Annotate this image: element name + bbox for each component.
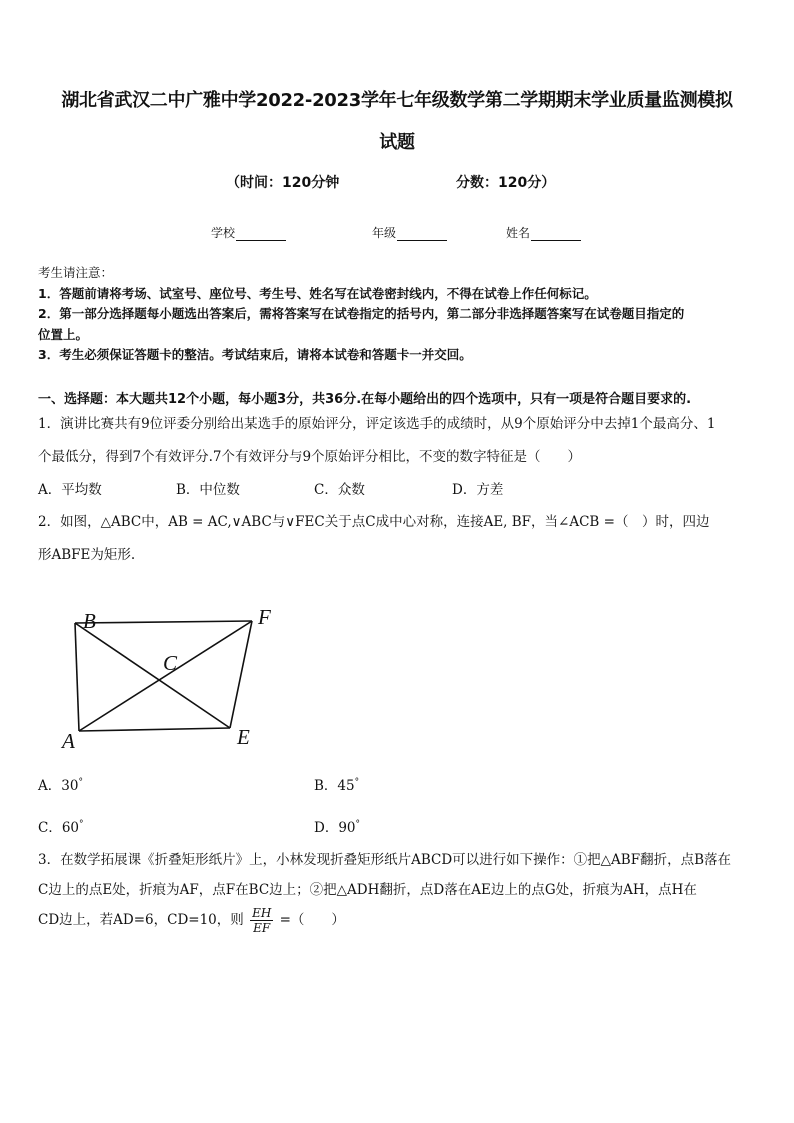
grade-blank[interactable]	[397, 228, 447, 241]
q3-line-1: 3．在数学拓展课《折叠矩形纸片》上，小林发现折叠矩形纸片ABCD可以进行如下操作：①把△ABF翻折，点B落在	[38, 852, 732, 868]
school-label: 学校	[211, 226, 236, 240]
label-f: F	[258, 605, 271, 629]
q1-option-a: A．平均数	[38, 482, 102, 498]
label-e: E	[237, 725, 250, 749]
parallelogram-figure	[55, 598, 285, 758]
label-b: B	[83, 609, 96, 633]
segment-be	[75, 623, 230, 728]
note-item-2: 2．第一部分选择题每小题选出答案后，需将答案写在试卷指定的括号内，第二部分非选择题答案写在试卷题目指定的	[38, 306, 685, 321]
q1-line-1: 1．演讲比赛共有9位评委分别给出某选手的原始评分，评定该选手的成绩时，从9个原始评分中去掉1个最高分、1	[38, 416, 716, 432]
q2-option-d: D．90°	[314, 819, 361, 836]
name-field[interactable]	[506, 224, 581, 241]
label-c: C	[163, 651, 178, 675]
exam-time: （时间：120分钟	[226, 175, 340, 191]
fraction-numerator: EH	[252, 906, 272, 920]
note-item-3: 3．考生必须保证答题卡的整洁。考试结束后，请将本试卷和答题卡一并交回。	[38, 347, 472, 362]
segment-ea	[79, 728, 230, 731]
exam-score: 分数：120分）	[456, 175, 556, 191]
q1-option-d: D．方差	[452, 482, 504, 498]
q2-option-a: A．30°	[38, 777, 83, 794]
note-item-2-cont: 位置上。	[38, 326, 89, 342]
degree-sign: °	[355, 819, 361, 830]
q3-line-2: C边上的点E处，折痕为AF，点F在BC边上；②把△ADH翻折，点D落在AE边上的点G处，折痕为AH，点H在	[38, 882, 697, 898]
degree-sign: °	[354, 777, 360, 788]
q2-option-b: B．45°	[314, 777, 360, 794]
q1-option-b: B．中位数	[176, 482, 240, 498]
q1-line-2: 个最低分，得到7个有效评分.7个有效评分与9个原始评分相比，不变的数字特征是（ ）	[38, 448, 582, 465]
q1-option-c: C．众数	[314, 482, 365, 498]
question-3	[38, 845, 760, 935]
name-label: 姓名	[506, 226, 531, 240]
school-blank[interactable]	[236, 228, 286, 241]
name-blank[interactable]	[531, 228, 581, 241]
section-heading: 一、选择题：本大题共12个小题，每小题3分，共36分.在每小题给出的四个选项中，只有一项是符合题目要求的.	[38, 392, 692, 407]
title-line-1: 湖北省武汉二中广雅中学2022-2023学年七年级数学第二学期期末学业质量监测模拟	[61, 90, 733, 111]
q2-line-1: 2．如图，△ABC中，AB = AC,∨ABC与∨FEC关于点C成中心对称，连接AE, BF，当∠ACB =（ ）时，四边	[38, 514, 710, 530]
notes-title: 考生请注意：	[38, 265, 114, 280]
segment-bf	[75, 621, 252, 623]
segment-af	[79, 621, 252, 731]
grade-label: 年级	[372, 226, 397, 240]
fraction-denominator: EF	[253, 921, 271, 935]
notes-block	[38, 263, 760, 366]
label-a: A	[62, 729, 75, 753]
degree-sign: °	[79, 819, 84, 830]
q2-option-c: C．60°	[38, 819, 84, 836]
segment-fe	[230, 621, 252, 728]
question-2	[38, 506, 760, 571]
degree-sign: °	[78, 777, 83, 788]
q2-line-2: 形ABFE为矩形.	[38, 546, 136, 563]
school-field[interactable]	[211, 224, 286, 241]
segment-ab	[75, 623, 79, 731]
grade-field[interactable]	[372, 224, 447, 241]
q3-line-3: CD边上，若AD=6，CD=10，则 $\frac{EH}{EF}$ =（ ）	[38, 906, 345, 935]
title-line-2: 试题	[379, 132, 415, 153]
fraction-eh-ef	[250, 906, 273, 935]
note-item-1: 1．答题前请将考场、试室号、座位号、考生号、姓名写在试卷密封线内，不得在试卷上作任何标记。	[38, 285, 597, 301]
question-1	[38, 408, 760, 473]
